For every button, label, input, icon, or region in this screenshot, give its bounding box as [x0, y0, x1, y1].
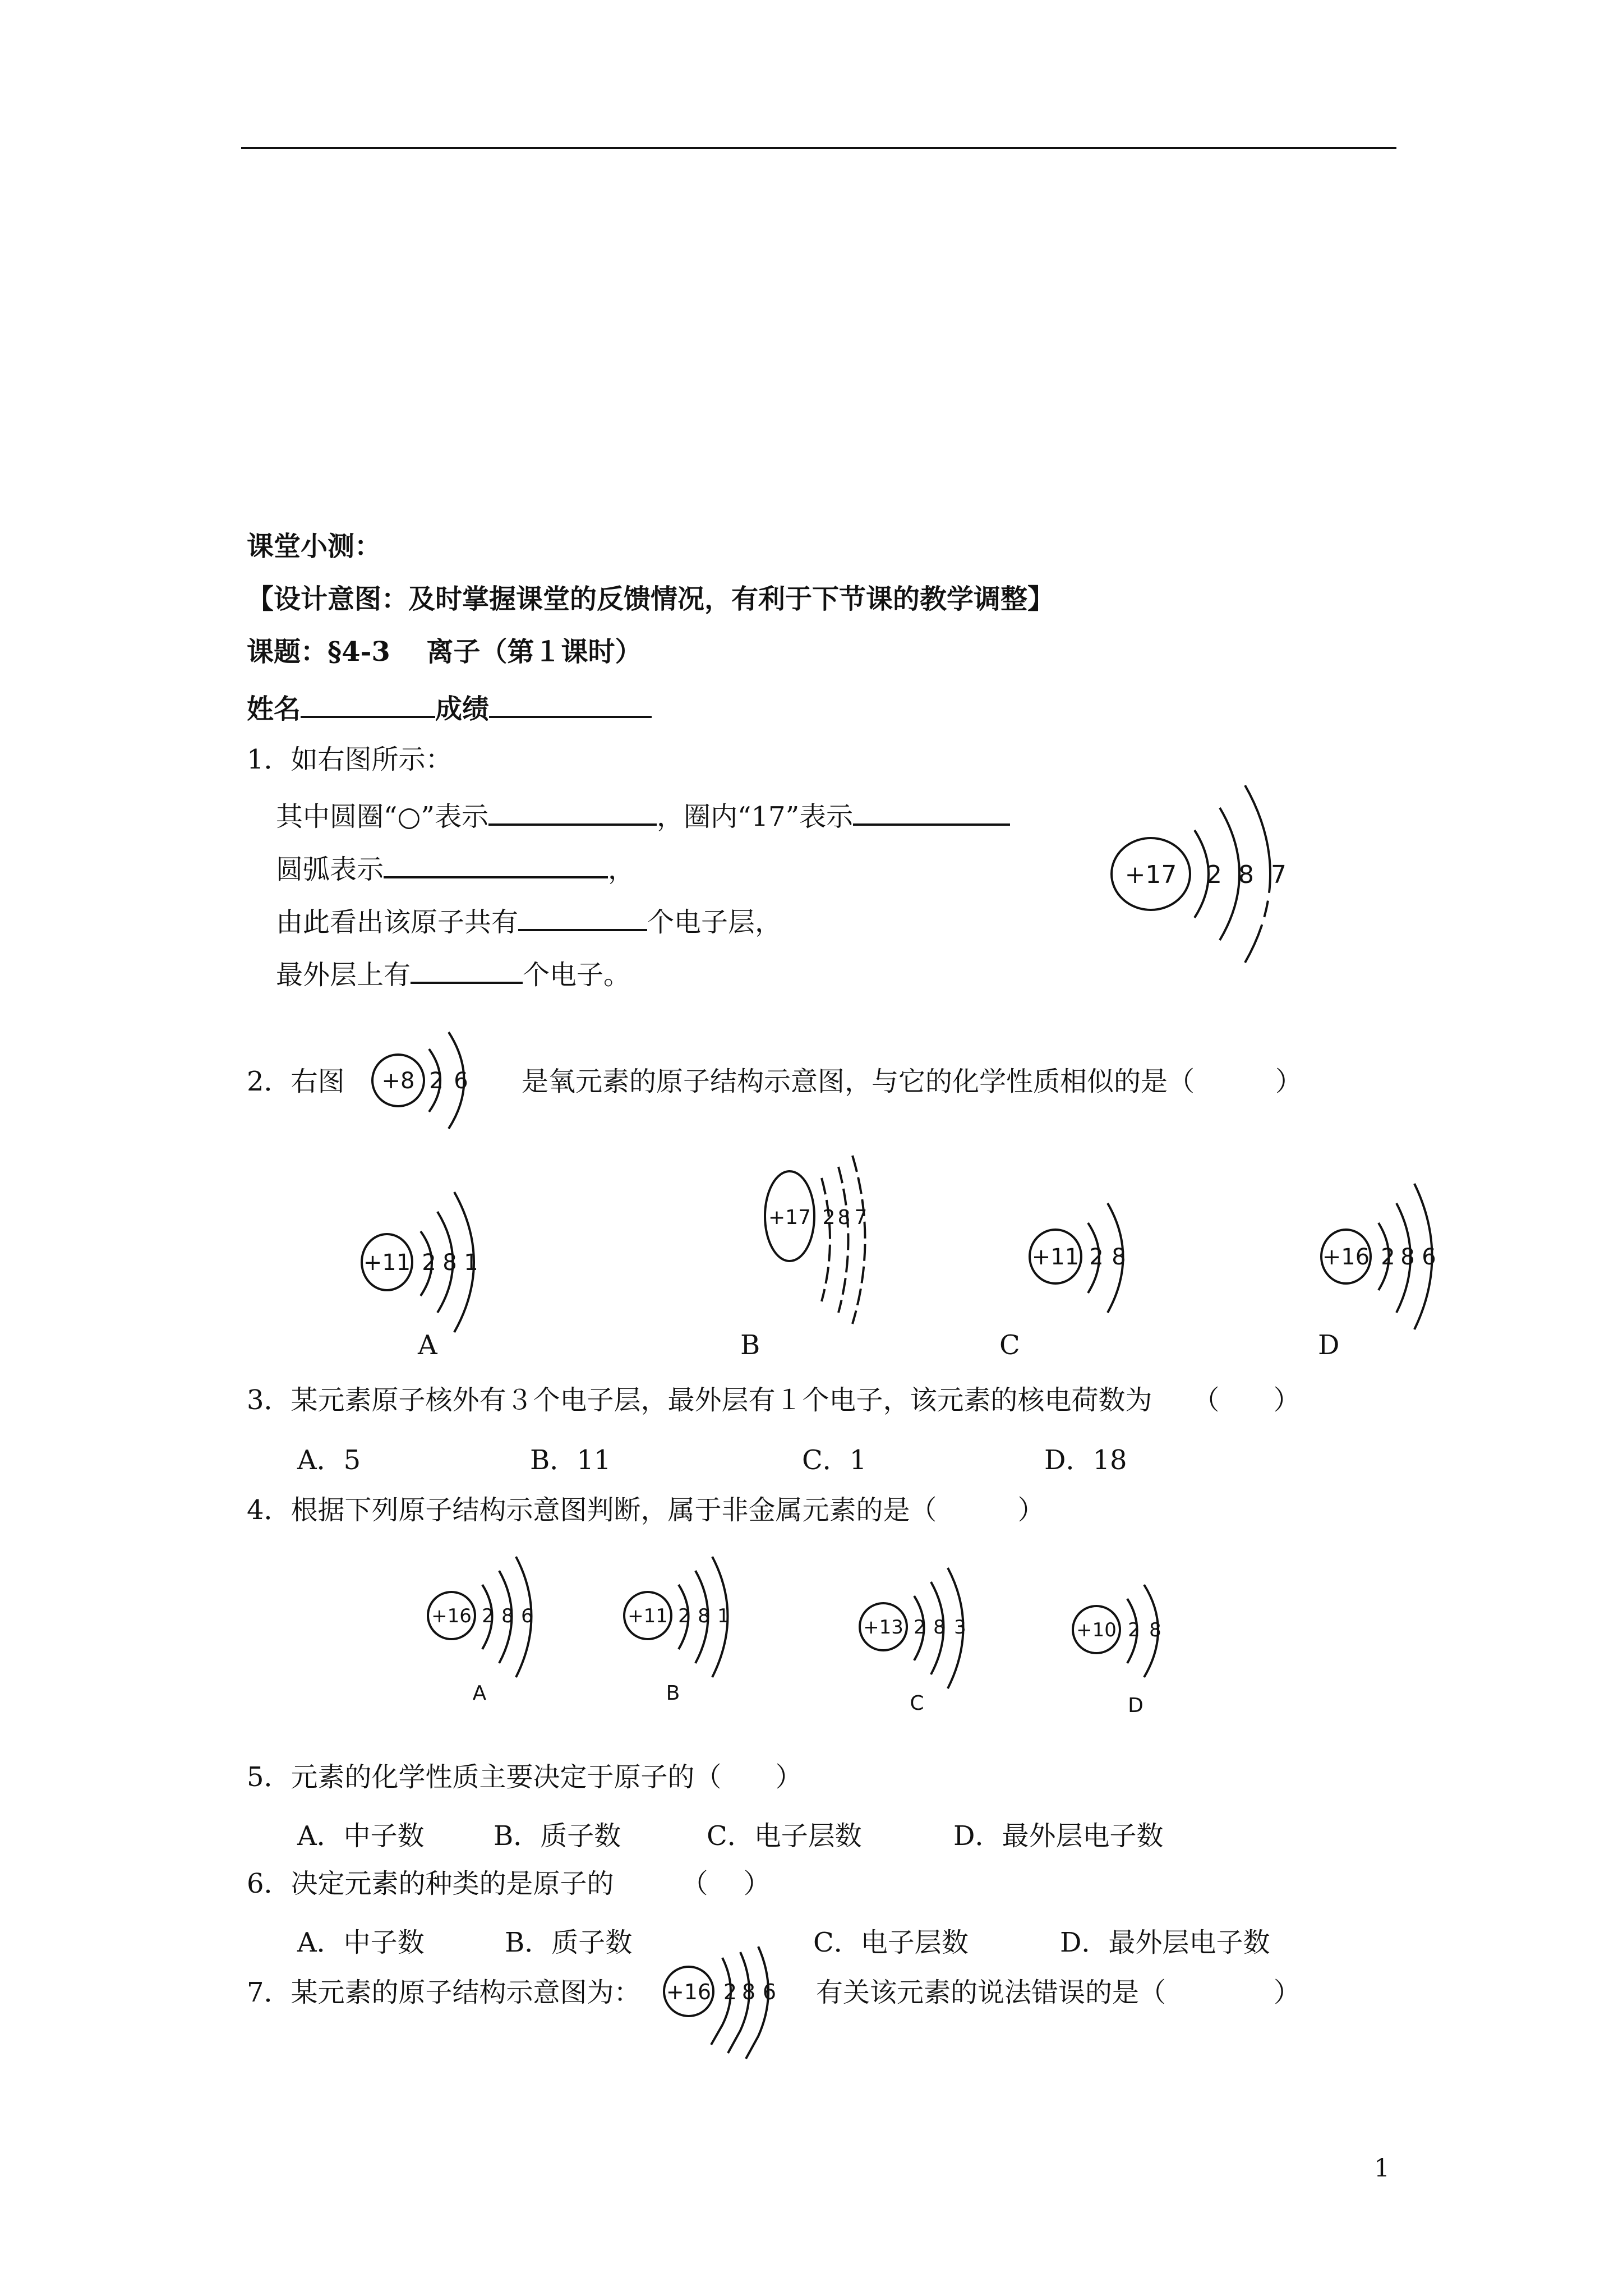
q4c-nucleus-label: +13 [863, 1616, 903, 1639]
design-intent: 【设计意图：及时掌握课堂的反馈情况，有利于下节课的教学调整】 [247, 583, 1055, 615]
q1-stem: 1．如右图所示： [247, 744, 453, 775]
q7-atom-diagram [662, 1947, 808, 2070]
q2-shell-count: 2 [429, 1068, 444, 1094]
q1-text-g: 最外层上有 [276, 959, 411, 991]
q7-shell-count: 8 [741, 1980, 756, 2004]
q2-option-d-label[interactable]: D [1318, 1329, 1340, 1361]
q5-option-c[interactable]: C．电子层数 [707, 1820, 862, 1852]
q7-shell-count: 6 [762, 1980, 777, 2004]
q4b-shell-count: 2 [678, 1605, 690, 1627]
q4-option-a-label[interactable]: A [472, 1682, 487, 1705]
q4a-shell-count: 6 [521, 1605, 533, 1627]
q4-option-b-label[interactable]: B [666, 1682, 680, 1705]
q2a-shell-count: 2 [422, 1250, 436, 1276]
q4c-shell-count: 8 [933, 1616, 946, 1639]
q1-shell-count: 7 [1271, 861, 1287, 889]
q2-option-b-diagram [763, 1156, 886, 1324]
q1-text-h: 个电子。 [523, 959, 631, 991]
q2b-arc-3 [852, 1156, 865, 1324]
section-title: 课堂小测： [247, 531, 382, 562]
q1-line3 [276, 900, 782, 940]
q6-option-d[interactable]: D．最外层电子数 [1060, 1927, 1270, 1958]
q2b-arc-1 [822, 1178, 830, 1301]
q4-option-a-diagram [426, 1554, 572, 1711]
q1-text-e: 由此看出该原子共有 [276, 907, 519, 938]
q2a-shell-count: 8 [442, 1250, 457, 1276]
q2-nucleus-label: +8 [381, 1068, 415, 1094]
q2c-nucleus-label: +11 [1031, 1244, 1080, 1270]
q4b-shell-count: 1 [717, 1605, 730, 1627]
q7-nucleus-label: +16 [666, 1980, 712, 2004]
q5-stem: 5．元素的化学性质主要决定于原子的（ ） [247, 1761, 803, 1793]
q2a-nucleus-label: +11 [363, 1250, 411, 1276]
q4b-shell-count: 8 [698, 1605, 710, 1627]
q1-blank-1[interactable] [488, 794, 657, 826]
header-rule [241, 147, 1396, 149]
q4d-nucleus-label: +10 [1076, 1619, 1117, 1641]
q2-option-d-diagram [1318, 1178, 1453, 1318]
q6-stem: 6．决定元素的种类的是原子的 （ ） [247, 1868, 771, 1899]
q5-option-b[interactable]: B．质子数 [494, 1820, 621, 1852]
q1-text-a: 其中圆圈“○”表示 [276, 801, 488, 832]
q7-prefix: 7．某元素的原子结构示意图为： [247, 1977, 641, 2008]
q2-prefix: 2．右图 [247, 1066, 345, 1097]
name-score-line [247, 687, 652, 727]
q2d-shell-count: 2 [1381, 1244, 1395, 1270]
q2d-nucleus-label: +16 [1322, 1244, 1370, 1270]
q7-shell-count: 2 [723, 1980, 737, 2004]
q3-option-a[interactable]: A．5 [297, 1444, 361, 1476]
q2b-shell-count: 2 [822, 1206, 836, 1229]
q1-line4 [276, 953, 630, 993]
q3-option-d[interactable]: D．18 [1044, 1444, 1127, 1476]
q2-option-c-diagram [1026, 1184, 1161, 1318]
q1-nucleus-label: +17 [1124, 861, 1177, 889]
q1-blank-4[interactable] [518, 900, 647, 931]
q4a-nucleus-label: +16 [431, 1605, 472, 1627]
q1-text-f: 个电子层， [647, 907, 782, 938]
q4d-shell-count: 8 [1149, 1619, 1161, 1641]
score-label: 成绩 [435, 693, 490, 725]
q7-suffix: 有关该元素的说法错误的是（ ） [816, 1977, 1301, 2008]
q2-shell-count: 6 [454, 1068, 468, 1094]
q2d-shell-count: 6 [1422, 1244, 1436, 1270]
q1-shell-arc-2 [1220, 808, 1239, 940]
q1-text-c: 圆弧表示 [276, 854, 384, 885]
q1-line2 [276, 847, 635, 887]
q1-line1 [276, 794, 1010, 835]
name-blank[interactable] [301, 687, 435, 718]
q4a-shell-count: 2 [482, 1605, 494, 1627]
q2a-shell-count: 1 [464, 1250, 478, 1276]
q1-atom-diagram [1110, 780, 1312, 970]
q1-blank-2[interactable] [853, 794, 1010, 826]
lesson-title: 课题：§4-3 离子（第１课时） [247, 636, 642, 668]
q4-option-b-diagram [623, 1554, 768, 1711]
q2b-shell-count: 8 [837, 1206, 851, 1229]
q1-shell-count: 8 [1238, 861, 1254, 889]
q2-option-a-diagram [359, 1184, 505, 1318]
score-blank[interactable] [489, 687, 652, 718]
q2b-arc-2 [838, 1167, 849, 1313]
q2c-shell-count: 8 [1112, 1244, 1126, 1270]
q2d-shell-count: 8 [1400, 1244, 1415, 1270]
q3-stem: 3．某元素原子核外有３个电子层，最外层有１个电子，该元素的核电荷数为 （ ） [247, 1384, 1301, 1416]
q2c-shell-count: 2 [1089, 1244, 1104, 1270]
q6-option-a[interactable]: A．中子数 [297, 1927, 425, 1958]
q4-option-d-diagram [1071, 1565, 1195, 1722]
q5-option-a[interactable]: A．中子数 [297, 1820, 425, 1852]
page-number: 1 [1374, 2154, 1390, 2183]
q4-option-c-label[interactable]: C [910, 1692, 924, 1715]
q4-stem: 4．根据下列原子结构示意图判断，属于非金属元素的是（ ） [247, 1494, 1045, 1526]
q4d-shell-count: 2 [1128, 1619, 1140, 1641]
q4b-nucleus-label: +11 [628, 1605, 668, 1627]
q2-option-b-label[interactable]: B [740, 1329, 760, 1361]
q2b-shell-count: 7 [854, 1206, 868, 1229]
q2-option-a-label[interactable]: A [418, 1329, 437, 1361]
q4a-shell-count: 8 [501, 1605, 514, 1627]
q3-option-b[interactable]: B．11 [530, 1444, 611, 1476]
q2-option-c-label[interactable]: C [999, 1329, 1020, 1361]
q6-option-b[interactable]: B．质子数 [505, 1927, 633, 1958]
q4c-shell-count: 2 [914, 1616, 926, 1639]
q6-option-c[interactable]: C．电子层数 [813, 1927, 969, 1958]
q5-option-d[interactable]: D．最外层电子数 [953, 1820, 1164, 1852]
name-label: 姓名 [247, 693, 301, 725]
q1-text-d: ， [608, 854, 635, 885]
q2b-nucleus-label: +17 [768, 1206, 811, 1229]
q1-text-b: ，圈内“17”表示 [656, 801, 854, 832]
q4c-shell-count: 3 [954, 1616, 966, 1639]
q1-blank-5[interactable] [411, 953, 523, 984]
q1-shell-count: 2 [1206, 861, 1222, 889]
q2-oxygen-diagram [370, 1027, 499, 1139]
q1-blank-3[interactable] [384, 847, 608, 878]
q4-option-c-diagram [858, 1559, 1004, 1717]
q4-option-d-label[interactable]: D [1128, 1694, 1144, 1717]
q2-suffix: 是氧元素的原子结构示意图，与它的化学性质相似的是（ ） [522, 1066, 1303, 1097]
q3-option-c[interactable]: C．1 [802, 1444, 867, 1476]
